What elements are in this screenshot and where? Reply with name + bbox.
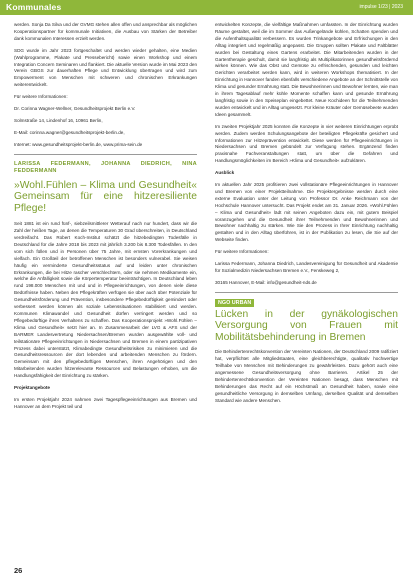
section-divider — [215, 292, 398, 293]
contact-line: Internet: www.gesundheitsprojekt-berlin.de, www.prima-sein.de — [14, 141, 143, 147]
article-body-3: Die Behindertenrechtskonvention der Vereinten Nationen, der Deutschland 2009 ratifiziert hat, verpflichtet alle Mitgliedstaaten, eine gleichberechtigte, qualitativ hochwertige Teilhabe von Menschen mit Behinderungen zu gewährleisten. Dazu gehört auch eine angemessene Gesundheitsversorgung ohne Barrieren. Artikel 25 der Behindertenrechtskonvention der Vereinten Nationen besagt, dass Menschen mit Behinderungen das Recht auf ein Höchstmaß an Gesundheit haben, sowie eine gesundheitliche Versorgung in demselben Umfang, derselben Qualität und demselben Standard wie andere Menschen. — [215, 349, 398, 403]
issue-label: impulse 1/23 | 2023 — [359, 4, 403, 10]
contact-heading: Für weitere Informationen: — [14, 94, 68, 100]
contact-line: 30165 Hannover, E-Mail: info@gesundheit-nds.de — [215, 279, 317, 285]
article-headline-2: Lücken in der gynäkologischen Versorgung von Frauen mit Mobilitätsbehinderung in Bremen — [215, 308, 398, 343]
subheading-ausblick: Ausblick — [215, 170, 235, 176]
article-body-cont-2: Im zweiten Projektjahr 2025 konnten die Konzepte in vier weiteren Einrichtungen erprobt werden. Zudem werden Schulungsangebote der beteiligten Pflegekräfte gesichert und Informationen zur Hitzeprävention entwickelt. Diese werden für Pflegeeinrichtungen in Niedersachsen und Bremen gebündelt zur Verfügung stehen. Ergänzend finden praxisnahe Fachveranstaltungen statt, um über die Gefahren und Handlungsmöglichkeiten im Bereich »Klima und Gesundheit« aufzuklären. — [215, 123, 398, 164]
section-header-bar — [0, 0, 413, 15]
paragraph-2: SDG wurde im Jahr 2023 fortgeschaltet und werden wieder gehalten, eine Medien (Wahlprogramme, Plakate und Pressebericht) sowie einen Workshop und einem Integration Concern Seminaren und flankiert. Die aktuelle Version wurde im Mai 2023 den Verein GBGS zur dauerhaften Pflege und Entwicklung übertragen und wird zum Empowerment von Menschen mit schweren und chronischen Erkrankungen weiterentwickelt. — [14, 47, 197, 88]
left-column — [14, 22, 197, 416]
article-body-cont: entwickelten Konzepte, die vielfältige Maßnahmen umfassten. In der Einrichtung wurden Räume gestaltet, weil die im Sommer das Außengelände kühlen, Schatten spenden und die Aufenthaltsqualität verbessern. Es wurden Trinkangebote und Erfrischungen in den Alltag integriert und regelmäßig angepasst. Die Gruppen sollten Plakate und Faltblätter wurden bei Gestaltung eines Gartens erarbeitet. Die Mitarbeitenden wurden in der Gartentherapie geschult, damit sie langfristig als Multiplikatorinnen gesundheitsfördernd wirken können. Wie das Obst und Gemüse zu erfrischenden, gesunden und leichten Gerichten verarbeitet werden kann, wird in weiteren Workshops thematisiert. In der Einrichtung in Hannover fanden ebenfalls verschiedene Angebote an der Schnittstelle von Klima und gesunder Ernährung statt. Die Bewohnerinnen und Bewohner lernten, wie man in ihrem Tagesablauf mehr kühle Momente schaffen kann und gesunde Ernährung langfristig sowie in den Speiseplan eingebettet. Neue Kochideen für die Teilnehmenden wurden entwickelt und im Alltag umgesetzt. Für kleine Kräuter oder Gemüsebeete wurden Ideen gesammelt. — [215, 22, 398, 117]
contact-heading: Für weitere Informationen: — [215, 249, 269, 255]
contact-line: Larissa Federmann, Johanna Diedrich, Landesvereinigung für Gesundheit und Akademie für Sozialmedizin Niedersachsen Bremen e.V., Fenskeweg 2, — [215, 261, 398, 273]
contact-line: Dr. Corinna Wagner-Wellner, Gesundheitsprojekt Berlin e.V. — [14, 106, 136, 112]
right-column — [215, 22, 398, 410]
contact-line: Solmstraße 14, Lindenhof 16, 10961 Berlin, — [14, 117, 103, 123]
intro-paragraph: werden. Sonja Da Silva und der GVMG stehen allen offen und ansprechbar als möglichen Kooperationspartner für kommunale Initiativen, die Ausbau von Stärken der Betreiber dank kommunalen Interessen erzielt werden. — [14, 22, 197, 41]
ngo-badge: NGO URBAN — [215, 299, 254, 307]
section-title: Kommunales — [6, 2, 62, 12]
contact-line: E-Mail: corinna.wagner@gesundheitsprojekt-berlin.de, — [14, 129, 125, 135]
ausblick-text: Im aktuellen Jahr 2025 profitieren zwei vollstationäre Pflegeeinrichtungen in Hannover und Bremen von einer Projektteilnahme. Die Projektergebnisse werden durch eine externe Evaluation unter der Leitung von Professor Dr. Anke Reichmann von der Hochschule Hannover untersucht. Das Projekt endet am 31. Januar 2026. »Wohl.Fühlen – Klima und Gesundheit« lädt mit seinen Angeboten dazu ein, mit gutem Beispiel voranzugehen und die Gesundheit ihrer Teilnehmenden und Bewohnerinnen und Bewohner nachhaltig zu stärken. Wie Sie den Prozess in Ihrer Einrichtung nachhaltig gestalten und in den Alltag überführen, ist in der Publikation zu lesen, die Sie auf der Webseite finden. — [215, 182, 398, 243]
subheading-project: Projektangebote — [14, 385, 50, 391]
page-number: 26 — [14, 566, 23, 575]
article-authors: LARISSA FEDERMANN, JOHANNA DIEDRICH, NINA FEDDERMANN — [14, 160, 197, 174]
article-headline: »Wohl.Fühlen – Klima und Gesundheit« Gemeinsam für eine hitzeresiliente Pflege! — [14, 179, 197, 214]
project-text: Im ersten Projektjahr 2024 nahmen zwei Tagespflegeeinrichtungen aus Bremen und Hannover an dem Projekt teil und — [14, 396, 197, 409]
section-divider — [14, 154, 197, 155]
article-body: Seit 1881 ist ein rund fünf-, siebzeilsmittlerer Wetterauf nach nur hundert, dass wir die Zahl der heißen Tage, an denen die Temperaturen 30 Grad überschreiten, in Deutschland verdreifacht. Das Robert Koch-Institut schätzt die hitzebedingten Todesfälle in Deutschland für die Jahre 2018 bis 2023 mit jährlich 3.200 bis 8.300 Todesfällen. In den vom sich füllen und in Personen über 75 Jahre, mit ernsten Vorerkrankungen und vielfach. Ein Großteil der betroffenen Menschen ist besonders vulnerabel. Sie weisen häufig ein verminderte Gesundheitsstatus auf und leiden unter chronischen Erkrankungen, die bei Hitze rascher verschlechtern, oder sie nehmen Medikamente ein, welche die Anfälligkeit sowie die Körpertemperatur beeinträchtigen. In Deutschland leben rund 198.000 Menschen mit und und in Pflegeeinrichtungen, von denen viele diese Bedürfnisse haben. Neben den Pflegekräften verfügen sie über auch über Potenziale für Gesundheitsförderung und Prävention, insbesondere Pflegebedürftigkeit gemindert oder verbessert werden können als soziale Lebenssituationen stabilisiert und werden. Kommunen Klimawandel und Gesundheit dürfen verringert werden und so Pflegebedürftige ihres Verhaltens zu schaffen. Das Kooperationsprojekt »Wohl.Fühlen – Klima und Gesundheit« setzt hier an. In Zusammenarbeit der LVG & AFS und der BARMER Landesvertretung Niedersachsen/Bremen wurden ausgewählte voll- und teilstationäre Pflegeeinrichtungen in Niedersachsen und Bremen in einem partizipativen Prozess dabei unterstützt, Klimabedingte Gesundheitsrisiken zu minimieren und die Gesundheitsressourcen der dort lebenden und arbeitenden Menschen zu fördern. Gemeinsam mit den pflegebedürftigen Menschen, ihren Angehörigen und den Mitarbeitenden wurden hitzerelevante Ressourcen und Belastungen erhoben, um die Handlungsfähigkeit der Einrichtung zu stärken. — [14, 221, 197, 379]
